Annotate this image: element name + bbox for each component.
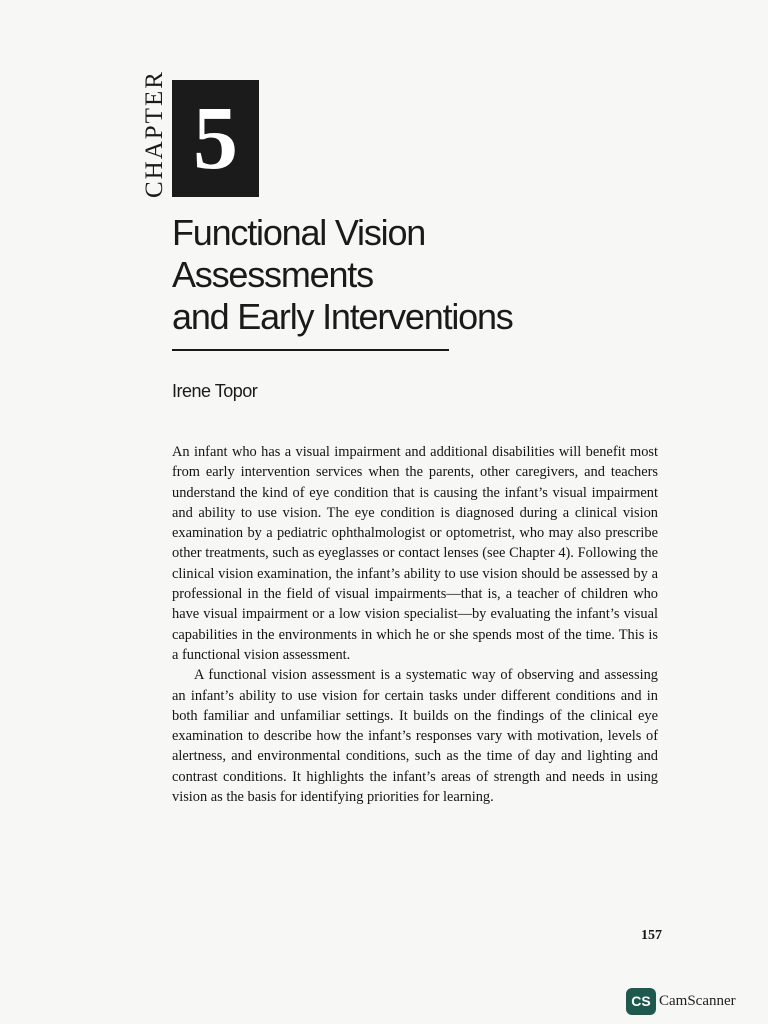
title-underline xyxy=(172,349,449,351)
camscanner-watermark xyxy=(626,988,736,1015)
body-text xyxy=(172,442,658,807)
chapter-title-line: and Early Interventions xyxy=(172,296,513,337)
camscanner-logo-icon: CS xyxy=(626,988,656,1015)
chapter-title xyxy=(172,212,652,338)
body-paragraph: A functional vision assessment is a systematic way of observing and assessing an infant’s ability to use vision for certain tasks under different conditions and in both familiar and unfamiliar settings. It builds on the findings of the clinical eye examination to describe how the infant’s responses vary with motivation, levels of alertness, and environmental conditions, such as the time of day and lighting and contrast conditions. It highlights the infant’s areas of strength and needs in using vision as the basis for identifying priorities for learning. xyxy=(172,667,658,806)
chapter-number-box: 5 xyxy=(172,80,259,197)
chapter-title-line: Functional Vision xyxy=(172,212,426,253)
author-name: Irene Topor xyxy=(172,381,258,401)
chapter-title-line: Assessments xyxy=(172,254,373,295)
page-number: 157 xyxy=(641,928,662,943)
chapter-label: CHAPTER xyxy=(141,70,168,198)
body-paragraph: An infant who has a visual impairment and additional disabilities will benefit most from early intervention services when the parents, other caregivers, and teachers understand the kind of eye condition that is causing the infant’s visual impairment and ability to use vision. The eye condition is diagnosed during a clinical vision examination by a pediatric ophthalmologist or optometrist, who may also prescribe other treatments, such as eyeglasses or contact lenses (see Chapter 4). Following the clinical vision examination, the infant’s ability to use vision should be assessed by a professional in the field of visual impairments—that is, a teacher of children who have visual impairment or a low vision specialist—by evaluating the infant’s visual capabilities in the environments in which he or she spends most of the time. This is a functional vision assessment. xyxy=(172,444,658,663)
camscanner-name: CamScanner xyxy=(659,993,736,1009)
